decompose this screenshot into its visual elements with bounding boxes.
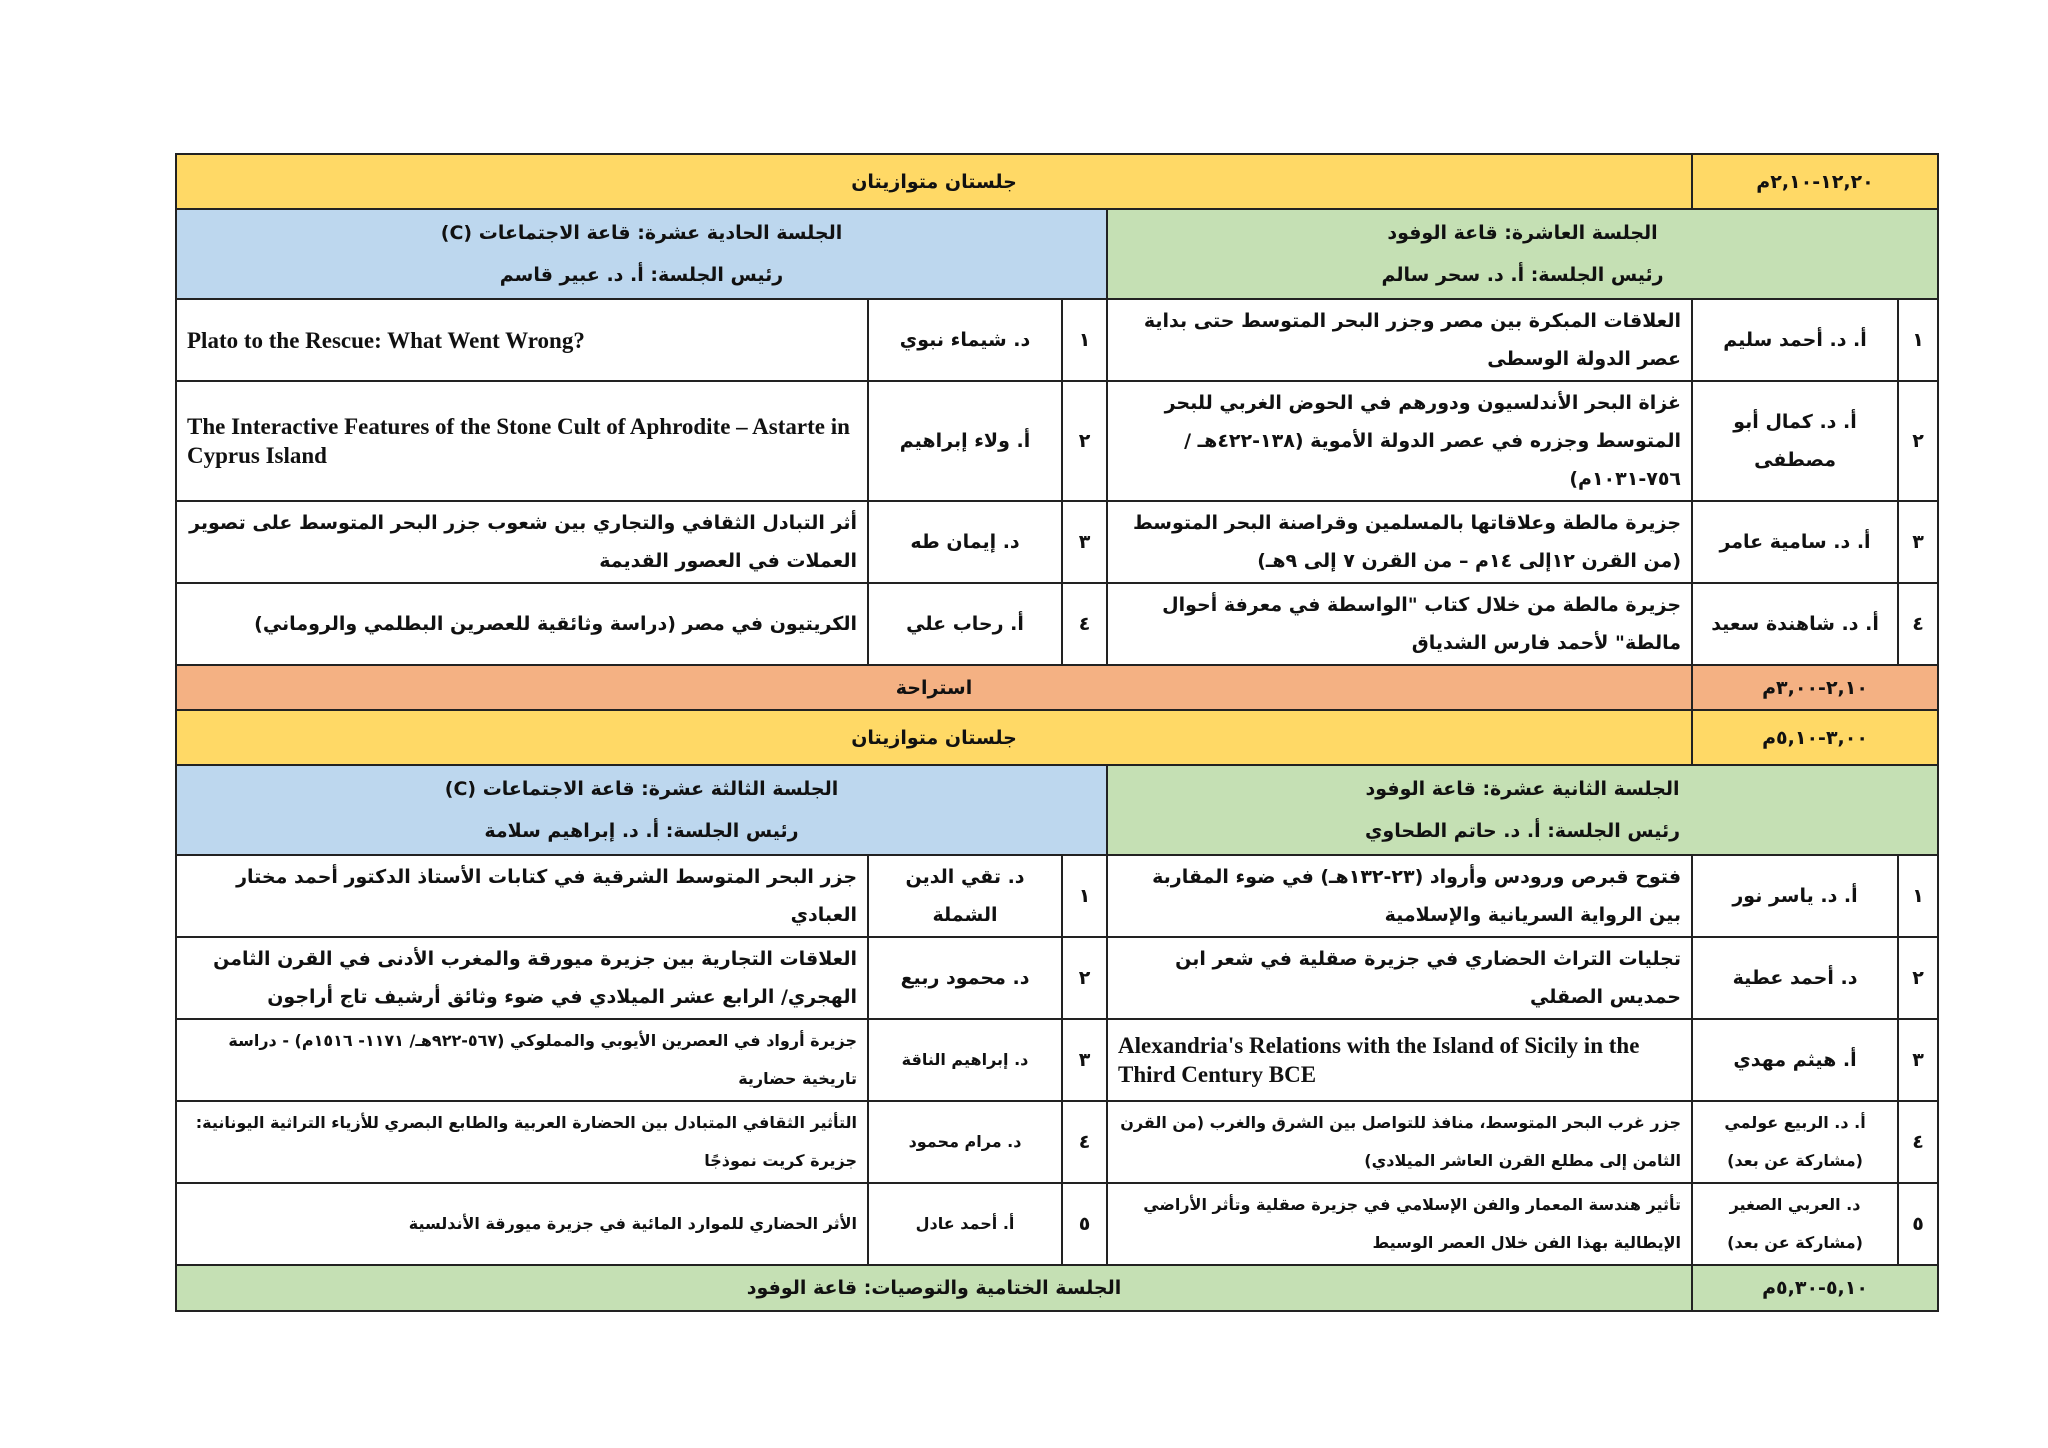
presenter-name: أ. د. ياسر نور xyxy=(1692,855,1898,937)
session-title: الجلسة الثانية عشرة: قاعة الوفود xyxy=(1365,778,1680,800)
paper-title: تأثير هندسة المعمار والفن الإسلامي في جزيرة صقلية وتأثر الأراضي الإيطالية بهذا الفن خلال العصر الوسيط xyxy=(1107,1183,1692,1265)
time-slot: ٥,١٠-٥,٣٠م xyxy=(1692,1265,1938,1311)
program-schedule-table xyxy=(175,153,1939,1312)
presenter-name: د. العربي الصغير (مشاركة عن بعد) xyxy=(1692,1183,1898,1265)
paper-title: جزر غرب البحر المتوسط، منافذ للتواصل بين الشرق والغرب (من القرن الثامن إلى مطلع القرن العاشر الميلادي) xyxy=(1107,1101,1692,1183)
session-header-row xyxy=(176,765,1938,855)
paper-number: ٢ xyxy=(1062,381,1107,501)
paper-row xyxy=(176,937,1938,1019)
break-band xyxy=(176,665,1938,710)
time-slot: ٣,٠٠-٥,١٠م xyxy=(1692,710,1938,765)
paper-row xyxy=(176,299,1938,381)
paper-row xyxy=(176,583,1938,665)
session-header-left-session xyxy=(176,765,1107,855)
paper-title: الكريتيون في مصر (دراسة وثائقية للعصرين البطلمي والروماني) xyxy=(176,583,868,665)
band-title: الجلسة الختامية والتوصيات: قاعة الوفود xyxy=(176,1265,1692,1311)
paper-number: ٤ xyxy=(1062,583,1107,665)
session-title: الجلسة العاشرة: قاعة الوفود xyxy=(1387,222,1658,244)
presenter-name: أ. أحمد عادل xyxy=(868,1183,1062,1265)
paper-number: ٣ xyxy=(1898,1019,1938,1101)
presenter-name: د. تقي الدين الشملة xyxy=(868,855,1062,937)
presenter-name: د. إيمان طه xyxy=(868,501,1062,583)
paper-title: Plato to the Rescue: What Went Wrong? xyxy=(176,299,868,381)
presenter-name: أ. د. كمال أبو مصطفى xyxy=(1692,381,1898,501)
paper-number: ٥ xyxy=(1898,1183,1938,1265)
paper-row xyxy=(176,1101,1938,1183)
paper-title: فتوح قبرص ورودس وأرواد (٢٣-١٣٢هـ) في ضوء المقاربة بين الرواية السريانية والإسلامية xyxy=(1107,855,1692,937)
paper-number: ٢ xyxy=(1062,937,1107,1019)
paper-row xyxy=(176,381,1938,501)
session-chair: رئيس الجلسة: أ. د. إبراهيم سلامة xyxy=(484,820,799,842)
session-header-row xyxy=(176,209,1938,299)
paper-title: جزيرة مالطة وعلاقاتها بالمسلمين وقراصنة البحر المتوسط (من القرن ١٢إلى ١٤م – من القرن ٧ إلى ٩هـ) xyxy=(1107,501,1692,583)
paper-title: جزيرة أرواد في العصرين الأيوبي والمملوكي (٥٦٧-٩٢٢هـ/ ١١٧١- ١٥١٦م) - دراسة تاريخية حضارية xyxy=(176,1019,868,1101)
presenter-name: أ. رحاب علي xyxy=(868,583,1062,665)
paper-number: ٤ xyxy=(1898,1101,1938,1183)
paper-title: العلاقات التجارية بين جزيرة ميورقة والمغرب الأدنى في القرن الثامن الهجري/ الرابع عشر الميلادي في ضوء وثائق أرشيف تاج أراجون xyxy=(176,937,868,1019)
paper-number: ٢ xyxy=(1898,937,1938,1019)
paper-number: ٢ xyxy=(1898,381,1938,501)
paper-number: ٤ xyxy=(1898,583,1938,665)
paper-title: غزاة البحر الأندلسيون ودورهم في الحوض الغربي للبحر المتوسط وجزره في عصر الدولة الأموية (١٣٨-٤٢٢هـ / ٧٥٦-١٠٣١م) xyxy=(1107,381,1692,501)
paper-row xyxy=(176,855,1938,937)
paper-row xyxy=(176,1183,1938,1265)
paper-row xyxy=(176,1019,1938,1101)
presenter-name: أ. ولاء إبراهيم xyxy=(868,381,1062,501)
band-title: جلستان متوازيتان xyxy=(176,710,1692,765)
session-chair: رئيس الجلسة: أ. د. حاتم الطحاوي xyxy=(1364,820,1681,842)
presenter-name: د. إبراهيم الناقة xyxy=(868,1019,1062,1101)
paper-title: الأثر الحضاري للموارد المائية في جزيرة ميورقة الأندلسية xyxy=(176,1183,868,1265)
paper-number: ١ xyxy=(1898,855,1938,937)
time-slot: ١٢,٢٠-٢,١٠م xyxy=(1692,154,1938,209)
paper-title: The Interactive Features of the Stone Cult of Aphrodite – Astarte in Cyprus Island xyxy=(176,381,868,501)
session-chair: رئيس الجلسة: أ. د. سحر سالم xyxy=(1381,264,1664,286)
paper-title: أثر التبادل الثقافي والتجاري بين شعوب جزر البحر المتوسط على تصوير العملات في العصور القديمة xyxy=(176,501,868,583)
paper-number: ٥ xyxy=(1062,1183,1107,1265)
session-header-right-session xyxy=(1107,209,1938,299)
paper-number: ١ xyxy=(1062,299,1107,381)
paper-number: ٤ xyxy=(1062,1101,1107,1183)
session-title: الجلسة الثالثة عشرة: قاعة الاجتماعات (C) xyxy=(444,778,839,800)
time-slot: ٢,١٠-٣,٠٠م xyxy=(1692,665,1938,710)
paper-number: ٣ xyxy=(1898,501,1938,583)
paper-title: العلاقات المبكرة بين مصر وجزر البحر المتوسط حتى بداية عصر الدولة الوسطى xyxy=(1107,299,1692,381)
paper-title: جزيرة مالطة من خلال كتاب "الواسطة في معرفة أحوال مالطة" لأحمد فارس الشدياق xyxy=(1107,583,1692,665)
session-chair: رئيس الجلسة: أ. د. عبير قاسم xyxy=(499,264,784,286)
paper-row xyxy=(176,501,1938,583)
presenter-name: أ. د. سامية عامر xyxy=(1692,501,1898,583)
presenter-name: د. شيماء نبوي xyxy=(868,299,1062,381)
band-title: استراحة xyxy=(176,665,1692,710)
presenter-name: د. أحمد عطية xyxy=(1692,937,1898,1019)
presenter-name: أ. د. شاهندة سعيد xyxy=(1692,583,1898,665)
presenter-name: أ. د. الربيع عولمي (مشاركة عن بعد) xyxy=(1692,1101,1898,1183)
paper-title: جزر البحر المتوسط الشرقية في كتابات الأستاذ الدكتور أحمد مختار العبادي xyxy=(176,855,868,937)
paper-number: ٣ xyxy=(1062,1019,1107,1101)
presenter-name: د. محمود ربيع xyxy=(868,937,1062,1019)
paper-number: ٣ xyxy=(1062,501,1107,583)
parallel-sessions-band xyxy=(176,154,1938,209)
presenter-name: أ. هيثم مهدي xyxy=(1692,1019,1898,1101)
presenter-name: د. مرام محمود xyxy=(868,1101,1062,1183)
parallel-sessions-band xyxy=(176,710,1938,765)
paper-number: ١ xyxy=(1062,855,1107,937)
presenter-name: أ. د. أحمد سليم xyxy=(1692,299,1898,381)
paper-number: ١ xyxy=(1898,299,1938,381)
closing-session-band xyxy=(176,1265,1938,1311)
paper-title: Alexandria's Relations with the Island of Sicily in the Third Century BCE xyxy=(1107,1019,1692,1101)
paper-title: التأثير الثقافي المتبادل بين الحضارة العربية والطابع البصري للأزياء التراثية اليونانية: جزيرة كريت نموذجًا xyxy=(176,1101,868,1183)
session-header-right-session xyxy=(1107,765,1938,855)
session-title: الجلسة الحادية عشرة: قاعة الاجتماعات (C) xyxy=(440,222,843,244)
session-header-left-session xyxy=(176,209,1107,299)
paper-title: تجليات التراث الحضاري في جزيرة صقلية في شعر ابن حمديس الصقلي xyxy=(1107,937,1692,1019)
band-title: جلستان متوازيتان xyxy=(176,154,1692,209)
